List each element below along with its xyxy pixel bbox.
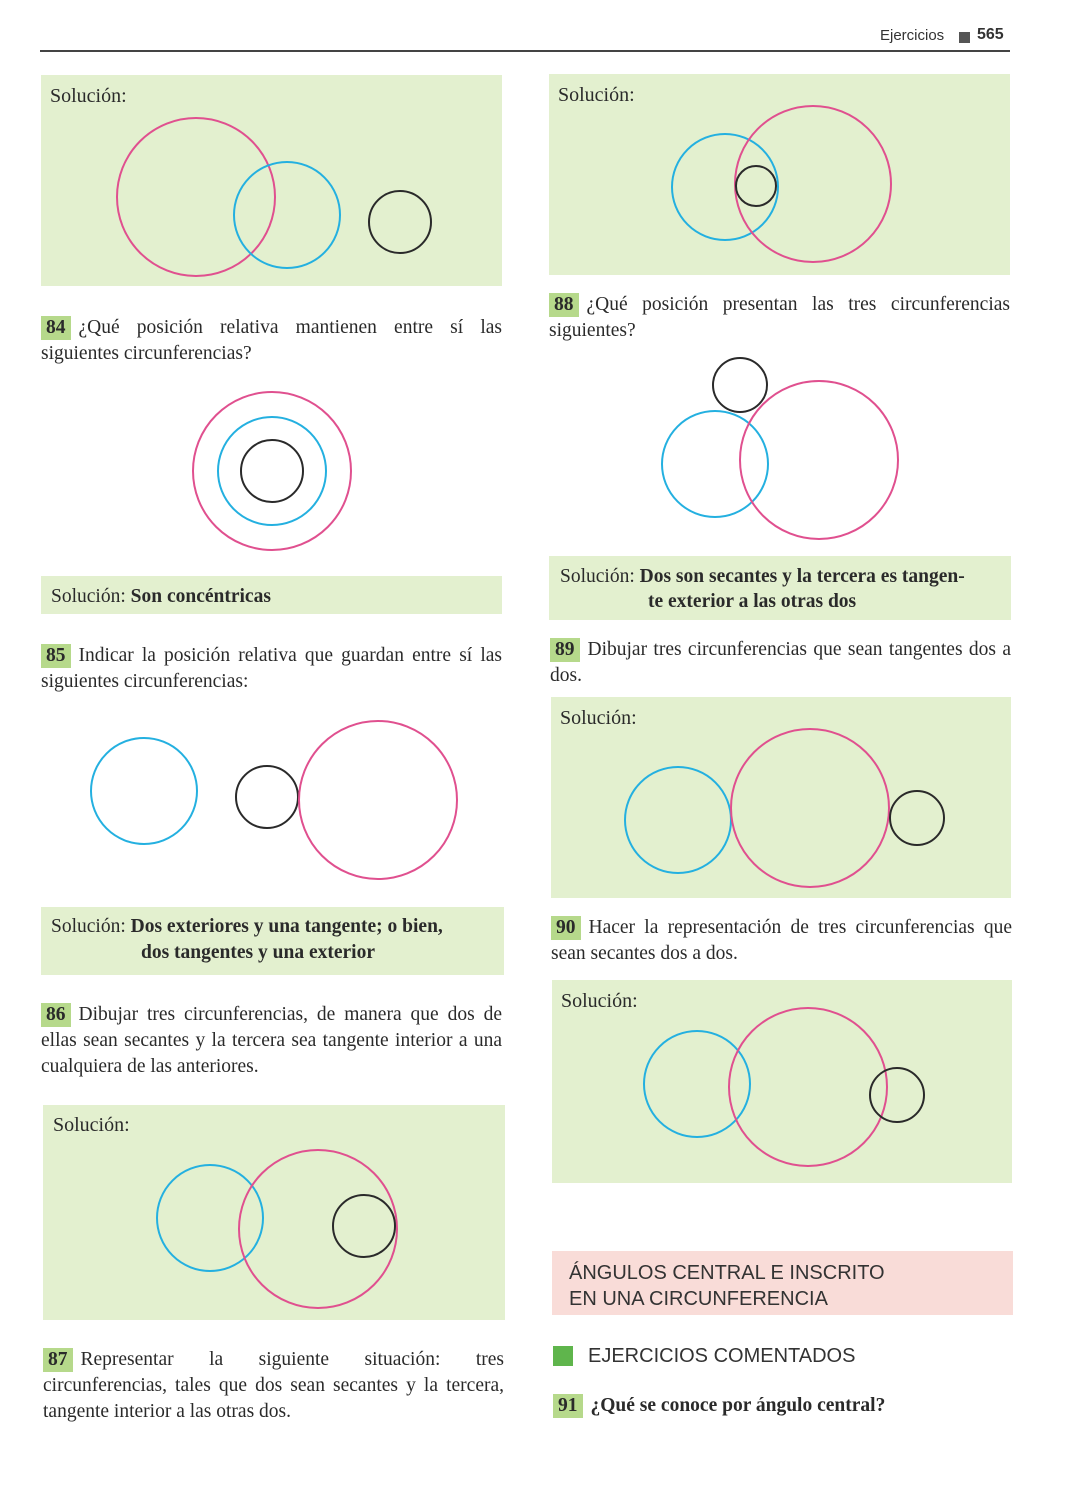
- exercise-text: Dibujar tres circunferencias, de manera que dos de ellas sean secantes y la tercera sea tangente interior a una cualquiera de las anteriores.: [41, 1004, 502, 1077]
- pink-circle: [299, 721, 457, 879]
- solution-answer: Son concéntricas: [130, 586, 271, 607]
- solution-prefix: Solución:: [51, 916, 126, 937]
- exercise-text: ¿Qué posición relativa mantienen entre sí las siguientes circunferencias?: [41, 317, 502, 364]
- solution-label: Solución:: [50, 85, 127, 107]
- solution-label: Solución:: [561, 990, 638, 1012]
- cyan-circle: [672, 134, 778, 240]
- figure-84: [193, 392, 351, 550]
- pink-circle: [729, 1008, 887, 1166]
- black-circle: [890, 791, 944, 845]
- cyan-circle: [644, 1031, 750, 1137]
- pink-circle: [731, 729, 889, 887]
- exercise-number: 86: [41, 1003, 71, 1027]
- exercise-text: ¿Qué se conoce por ángulo central?: [590, 1395, 886, 1416]
- exercise-text: ¿Qué posición presentan las tres circunferencias siguientes?: [549, 294, 1010, 341]
- cyan-circle: [625, 767, 731, 873]
- exercise-number: 84: [41, 316, 71, 340]
- section-title-line2: EN UNA CIRCUNFERENCIA: [569, 1288, 828, 1310]
- solution-label: Solución:: [558, 84, 635, 106]
- exercise-text: Hacer la representación de tres circunferencias que sean secantes dos a dos.: [551, 917, 1012, 964]
- black-circle: [241, 440, 303, 502]
- subsection-title: EJERCICIOS COMENTADOS: [588, 1345, 856, 1367]
- black-circle: [713, 358, 767, 412]
- figure-88: [662, 358, 898, 539]
- exercise-number: 90: [551, 916, 581, 940]
- header-section: Ejercicios: [880, 27, 945, 44]
- exercise-text: Indicar la posición relativa que guardan entre sí las siguientes circunferencias:: [41, 645, 502, 692]
- black-circle: [236, 766, 298, 828]
- solution-answer-line2: dos tangentes y una exterior: [141, 942, 375, 963]
- pink-circle: [740, 381, 898, 539]
- exercise-number: 85: [41, 644, 71, 668]
- solution-label: Solución:: [560, 707, 637, 729]
- black-circle: [369, 191, 431, 253]
- cyan-circle: [157, 1165, 263, 1271]
- figure-87-solution: [672, 106, 891, 262]
- figure-85: [91, 721, 457, 879]
- exercise-number: 87: [43, 1348, 73, 1372]
- pink-circle: [735, 106, 891, 262]
- exercise-number: 88: [549, 293, 579, 317]
- solution-prefix: Solución:: [560, 566, 635, 587]
- solution-answer-line1: Dos son secantes y la tercera es tangen-: [639, 566, 965, 587]
- section-title-line1: ÁNGULOS CENTRAL E INSCRITO: [569, 1262, 885, 1284]
- exercise-text: Dibujar tres circunferencias que sean tangentes dos a dos.: [550, 639, 1011, 686]
- pink-circle: [117, 118, 275, 276]
- cyan-circle: [218, 417, 326, 525]
- cyan-circle: [234, 162, 340, 268]
- black-circle: [870, 1068, 924, 1122]
- solution-answer-line1: Dos exteriores y una tangente; o bien,: [130, 916, 443, 937]
- figure-90-solution: [644, 1008, 924, 1166]
- solution-label: Solución:: [53, 1114, 130, 1136]
- exercise-number: 89: [550, 638, 580, 662]
- cyan-circle: [91, 738, 197, 844]
- exercise-text: Representar la siguiente situación: tres circunferencias, tales que dos sean secantes y la tercera, tangente interior a las otras dos.: [43, 1349, 504, 1422]
- figure-89-solution: [625, 729, 944, 887]
- page-number: 565: [977, 26, 1004, 43]
- solution-prefix: Solución:: [51, 586, 126, 607]
- black-circle: [736, 166, 776, 206]
- figure-86-solution: [157, 1150, 397, 1308]
- black-circle: [333, 1195, 395, 1257]
- pink-circle: [193, 392, 351, 550]
- solution-answer-line2: te exterior a las otras dos: [648, 591, 857, 612]
- figure-83-solution: [117, 118, 431, 276]
- exercise-number: 91: [553, 1394, 583, 1418]
